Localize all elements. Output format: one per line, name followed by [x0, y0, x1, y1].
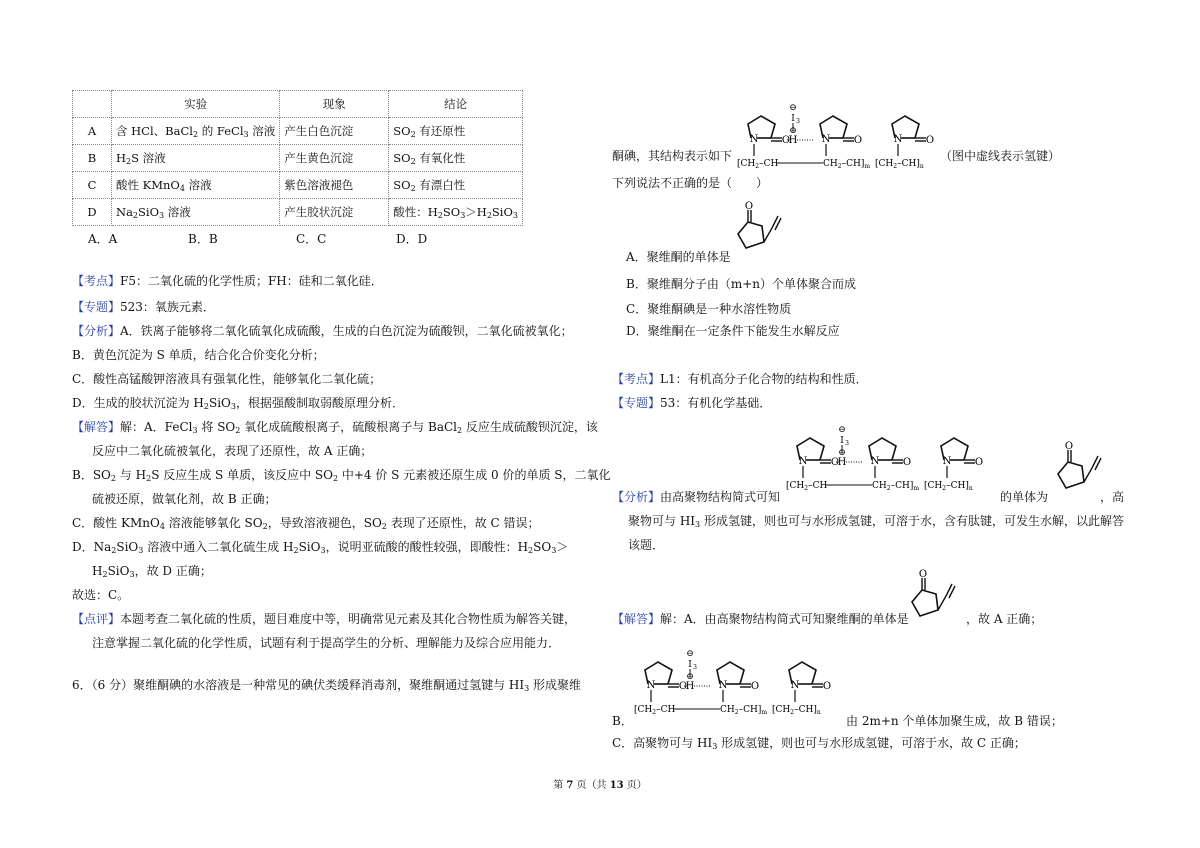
polymer-structure-2 — [784, 425, 984, 492]
option-a: A．A — [88, 232, 118, 246]
row-experiment: 含 HCl、BaCl$_2$ 的 FeCl$_3$ 溶液 — [112, 118, 280, 145]
backbone-part: 2 — [886, 485, 891, 492]
row-experiment: $Na_2SiO_3$ 溶液 — [112, 199, 280, 226]
oxygen-label: O — [750, 681, 760, 692]
minus-charge: ⊖ — [789, 103, 797, 113]
kaodian-tag: 【考点】 — [72, 274, 121, 288]
backbone-part: CH — [720, 705, 735, 715]
nitrogen-label: N — [821, 134, 831, 145]
jieda-tag: 【解答】 — [612, 612, 661, 626]
kaodian-line: 【考点】F5：二氧化硫的化学性质；FH：硅和二氧化硅． — [72, 274, 383, 288]
row-experiment: 酸性 KMnO$_4$ 溶液 — [112, 172, 280, 199]
table-header-cell: 实验 — [112, 91, 280, 118]
dianping-tag: 【点评】 — [72, 612, 121, 626]
oxygen-label: O — [781, 135, 791, 146]
table-header-cell — [73, 91, 112, 118]
fenxi-d-line: D．生成的胶状沉淀为 $H_2SiO_3$，根据强酸制取弱酸原理分析． — [72, 396, 405, 411]
backbone-part: m — [864, 163, 871, 170]
q6-jieda-a-line: 【解答】解：A．由高聚物结构简式可知聚维酮的单体是 — [612, 612, 909, 626]
backbone-part: –CH] — [794, 705, 817, 715]
q6-fenxi-line3: 该题． — [628, 538, 665, 552]
backbone-part: [CH — [772, 705, 791, 715]
oxygen-label: O — [1064, 441, 1074, 452]
backbone-part: –CH] — [890, 481, 914, 491]
option-b: B．B — [188, 232, 218, 246]
pyrrolidone-ring — [789, 662, 831, 702]
backbone-part: 2 — [652, 709, 657, 716]
backbone-unit-1 — [634, 705, 675, 716]
q6-jieda-c-line: C．高聚物可与 $HI_3$ 形成氢键，则也可与水形成氢键，可溶于水，故 C 正确； — [612, 736, 1026, 751]
backbone-part: 2 — [942, 485, 947, 492]
backbone-part: 2 — [755, 163, 760, 170]
row-phenomenon: 紫色溶液褪色 — [280, 172, 389, 199]
row-phenomenon: 产生白色沉淀 — [280, 118, 389, 145]
table-header-cell: 结论 — [389, 91, 523, 118]
nitrogen-label: N — [798, 456, 808, 467]
kaodian-tag: 【考点】 — [612, 372, 661, 386]
iodide-subscript: 3 — [796, 118, 800, 125]
dianping-line2: 注意掌握二氧化硫的化学性质，试题有利于提高学生的分析、理解能力及综合应用能力． — [92, 636, 561, 650]
q6-fenxi-end: ，高 — [1100, 490, 1125, 504]
backbone-part: [CH — [634, 705, 653, 715]
pyrrolidone-ring — [748, 116, 790, 156]
nitrogen-label: N — [646, 680, 656, 691]
table-row — [73, 118, 523, 145]
polymer-structure-1 — [735, 103, 935, 170]
plus-charge: ⊕ — [838, 448, 846, 458]
q6-zhuanti-line: 【专题】53：有机化学基础． — [612, 396, 772, 410]
polymer-structure-3 — [632, 649, 832, 716]
backbone-part: –CH] — [946, 481, 969, 491]
backbone-part: [CH — [875, 159, 894, 169]
row-label: A — [73, 118, 112, 145]
question-6-stem-line3: 下列说法不正确的是（ ） — [612, 176, 769, 190]
row-label: B — [73, 145, 112, 172]
jieda-b-line2: 硫被还原，做氧化剂，故 B 正确； — [92, 492, 277, 506]
pyrrolidone-ring — [797, 438, 839, 478]
jieda-tag: 【解答】 — [72, 420, 121, 434]
row-experiment: $H_2S$ 溶液 — [112, 145, 280, 172]
row-conclusion: $SO_2$ 有漂白性 — [389, 172, 523, 199]
backbone-unit-2 — [720, 705, 767, 716]
jieda-c-line: C．酸性 KMnO$_4$ 溶液能够氧化 $SO_2$，导致溶液褪色，$SO_2$ 表现了还原性，故 C 错误； — [72, 516, 540, 531]
plus-charge: ⊕ — [686, 672, 694, 682]
jieda-a-line2: 反应中二氧化硫被氧化，表现了还原性，故 A 正确； — [92, 444, 373, 458]
iodide-subscript: 3 — [693, 664, 697, 671]
oxygen-label: O — [902, 457, 912, 468]
jieda-d-line: D．$Na_2SiO_3$ 溶液中通入二氧化硫生成 $H_2SiO_3$，说明亚硫酸的酸性较强，即酸性：$H_2SO_3>$ — [72, 540, 569, 555]
q6-jieda-b-prefix: B． — [612, 714, 633, 728]
backbone-part: 2 — [893, 163, 898, 170]
answer-line: 故选：C。 — [72, 588, 130, 602]
nitrogen-label: N — [893, 134, 903, 145]
ring-bond — [738, 222, 764, 248]
table-row — [73, 199, 523, 226]
oxygen-label: O — [853, 135, 863, 146]
backbone-unit-1 — [786, 481, 827, 492]
question-6-stem: 6．（6 分）聚维酮碘的水溶液是一种常见的碘伏类缓释消毒剂，聚维酮通过氢键与 $HI_3$ 形成聚维 — [72, 678, 582, 693]
backbone-part: [CH — [786, 481, 805, 491]
q6-fenxi-mid: 的单体为 — [1000, 490, 1049, 504]
backbone-unit-3 — [875, 159, 924, 170]
vinylpyrrolidone — [738, 201, 781, 248]
q6-kaodian-line: 【考点】L1：有机高分子化合物的结构和性质． — [612, 372, 868, 386]
pyrrolidone-ring — [820, 116, 862, 156]
table-header-row — [73, 91, 523, 118]
table-header-cell: 现象 — [280, 91, 389, 118]
row-label: D — [73, 199, 112, 226]
backbone-part: –CH — [759, 159, 779, 169]
page-footer: 第 7 页（共 13 页） — [553, 780, 647, 791]
backbone-unit-3 — [924, 481, 973, 492]
backbone-part: CH — [823, 159, 838, 169]
oxygen-label: O — [925, 135, 935, 146]
pyrrolidone-ring — [892, 116, 934, 156]
q6-jieda-b-line: 由 2m+n 个单体加聚生成，故 B 错误； — [846, 714, 1063, 728]
monomer-structure-1 — [732, 200, 802, 260]
backbone-part: 2 — [790, 709, 795, 716]
backbone-part: –CH] — [897, 159, 920, 169]
option-c: C．C — [296, 232, 327, 246]
pyrrolidone-ring — [645, 662, 687, 702]
q6-fenxi-line: 【分析】由高聚物结构简式可知 — [612, 490, 781, 504]
q6-option-c: C．聚维酮碘是一种水溶性物质 — [626, 302, 792, 316]
pyrrolidone-ring — [941, 438, 983, 478]
backbone-part: 2 — [837, 163, 842, 170]
q6-option-a: A．聚维酮的单体是 — [626, 250, 731, 264]
oxygen-label: O — [830, 457, 840, 468]
fenxi-b-line: B．黄色沉淀为 S 单质，结合化合价变化分析； — [72, 348, 325, 362]
hydrogen-label: H — [788, 135, 798, 146]
backbone-part: –CH — [656, 705, 676, 715]
hydrogen-label: H — [685, 681, 695, 692]
structure-note: （图中虚线表示氢键） — [940, 149, 1061, 163]
vinyl-bond — [1084, 468, 1092, 482]
row-label: C — [73, 172, 112, 199]
q6-option-b: B．聚维酮分子由（m+n）个单体聚合而成 — [626, 277, 856, 291]
row-conclusion: 酸性：$H_2SO_3>H_2SiO_3$ — [389, 199, 523, 226]
backbone-part: m — [913, 485, 920, 492]
backbone-part: n — [816, 709, 821, 716]
nitrogen-label: N — [718, 680, 728, 691]
backbone-part: n — [919, 163, 924, 170]
table-row — [73, 145, 523, 172]
backbone-part: n — [968, 485, 973, 492]
oxygen-label: O — [974, 457, 984, 468]
oxygen-label: O — [822, 681, 832, 692]
backbone-unit-3 — [772, 705, 821, 716]
oxygen-label: O — [744, 201, 754, 212]
row-conclusion: $SO_2$ 有氧化性 — [389, 145, 523, 172]
ring-bond — [1058, 462, 1084, 488]
iodide-label: I — [840, 436, 844, 446]
vinylpyrrolidone — [912, 569, 955, 616]
vinylpyrrolidone — [1058, 441, 1101, 488]
row-conclusion: $SO_2$ 有还原性 — [389, 118, 523, 145]
backbone-unit-1 — [737, 159, 778, 170]
experiment-table — [72, 90, 523, 226]
vinyl-bond — [764, 228, 772, 242]
zhuanti-tag: 【专题】 — [612, 396, 661, 410]
iodide-label: I — [791, 114, 795, 124]
jieda-a-line: 【解答】解：A．FeCl$_3$ 将 $SO_2$ 氧化成硫酸根离子，硫酸根离子与 BaCl$_2$ 反应生成硫酸钡沉淀，该 — [72, 420, 598, 435]
jieda-b-line: B．$SO_2$ 与 $H_2S$ 反应生成 S 单质，该反应中 $SO_2$ 中+4 价 S 元素被还原生成 0 价的单质 S，二氧化 — [72, 468, 611, 483]
backbone-part: [CH — [737, 159, 756, 169]
backbone-part: m — [761, 709, 768, 716]
pyrrolidone-ring — [717, 662, 759, 702]
oxygen-label: O — [678, 681, 688, 692]
minus-charge: ⊖ — [686, 649, 694, 659]
plus-charge: ⊕ — [789, 126, 797, 136]
backbone-part: 2 — [734, 709, 739, 716]
ring-bond — [912, 590, 938, 616]
nitrogen-label: N — [942, 456, 952, 467]
row-phenomenon: 产生胶状沉淀 — [280, 199, 389, 226]
nitrogen-label: N — [870, 456, 880, 467]
backbone-part: [CH — [924, 481, 943, 491]
oxygen-label: O — [918, 569, 928, 580]
pyrrolidone-ring — [869, 438, 911, 478]
backbone-unit-2 — [823, 159, 870, 170]
fenxi-c-line: C．酸性高锰酸钾溶液具有强氧化性，能够氧化二氧化硫； — [72, 372, 382, 386]
row-phenomenon: 产生黄色沉淀 — [280, 145, 389, 172]
iodide-subscript: 3 — [845, 440, 849, 447]
backbone-part: –CH] — [738, 705, 762, 715]
dianping-line: 【点评】本题考查二氧化硫的性质，题目难度中等，明确常见元素及其化合物性质为解答关键， — [72, 612, 577, 626]
jieda-d-line2: $H_2SiO_3$，故 D 正确； — [92, 564, 212, 579]
zhuanti-tag: 【专题】 — [72, 300, 121, 314]
q6-option-d: D．聚维酮在一定条件下能发生水解反应 — [626, 324, 840, 338]
backbone-unit-2 — [872, 481, 919, 492]
backbone-part: –CH] — [841, 159, 865, 169]
backbone-part: 2 — [804, 485, 809, 492]
vinyl-bond — [938, 596, 946, 610]
option-d: D．D — [396, 232, 428, 246]
fenxi-tag: 【分析】 — [72, 324, 121, 338]
iodide-label: I — [688, 660, 692, 670]
hydrogen-label: H — [837, 457, 847, 468]
minus-charge: ⊖ — [838, 425, 846, 435]
nitrogen-label: N — [749, 134, 759, 145]
backbone-part: –CH — [808, 481, 828, 491]
backbone-part: CH — [872, 481, 887, 491]
nitrogen-label: N — [790, 680, 800, 691]
fenxi-tag: 【分析】 — [612, 490, 661, 504]
q6-jieda-a-end: ，故 A 正确； — [966, 612, 1043, 626]
table-row — [73, 172, 523, 199]
question-6-stem-line2: 酮碘，其结构表示如下 — [612, 149, 733, 163]
zhuanti-line: 【专题】523：氧族元素． — [72, 300, 215, 314]
q6-fenxi-line2: 聚物可与 $HI_3$ 形成氢键，则也可与水形成氢键，可溶于水，含有肽键，可发生水解，以此解答 — [628, 514, 1124, 529]
fenxi-line: 【分析】A．铁离子能够将二氧化硫氧化成硫酸，生成的白色沉淀为硫酸钡，二氧化硫被氧化； — [72, 324, 573, 338]
